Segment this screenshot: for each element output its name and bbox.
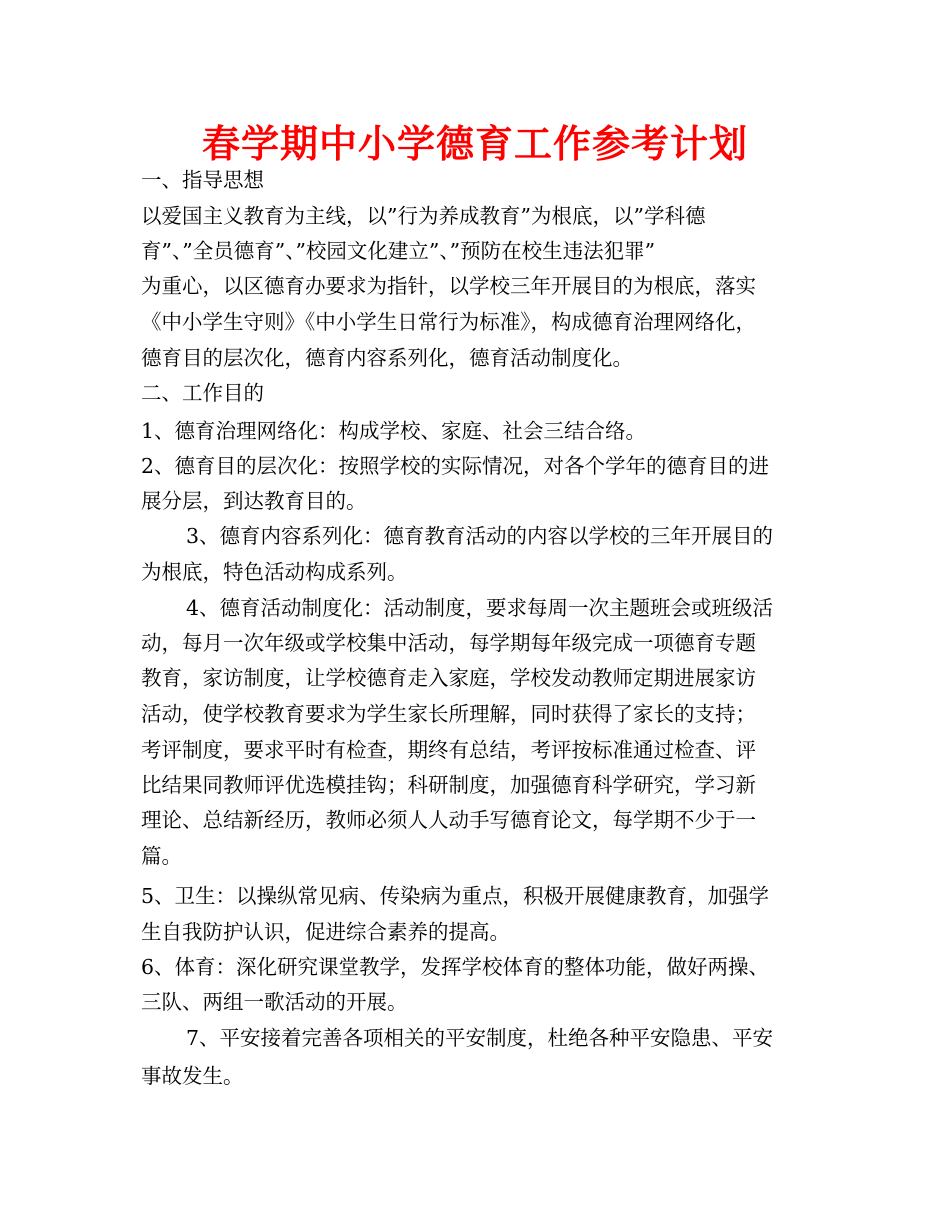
paragraph-line: 7、平安接着完善各项相关的平安制度，杜绝各种平安隐患、平安 [186,1026,774,1050]
paragraph-line: 展分层，到达教育目的。 [141,489,367,513]
section-heading-work-goals: 二、工作目的 [141,381,264,405]
paragraph-line: 考评制度，要求平时有检查，期终有总结，考评按标准通过检查、评 [141,738,756,762]
paragraph-line: 事故发生。 [141,1064,244,1088]
paragraph-line: 2、德育目的层次化：按照学校的实际情况，对各个学年的德育目的进 [141,454,770,478]
paragraph-line: 动，每月一次年级或学校集中活动，每学期每年级完成一项德育专题 [141,631,756,655]
paragraph-line: 活动，使学校教育要求为学生家长所理解，同时获得了家长的支持； [141,702,756,726]
paragraph-line: 《中小学生守则》《中小学生日常行为标准》，构成德育治理网络化， [141,310,756,334]
paragraph-line: 为重心，以区德育办要求为指针，以学校三年开展目的为根底，落实 [141,274,756,298]
paragraph-line: 3、德育内容系列化：德育教育活动的内容以学校的三年开展目的 [186,524,774,548]
paragraph-line: 生自我防护认识，促进综合素养的提高。 [141,920,510,944]
document-title: 春学期中小学德育工作参考计划 [201,121,748,166]
section-heading-guiding-thought: 一、指导思想 [141,168,264,192]
paragraph-line: 三队、两组一歌活动的开展。 [141,990,408,1014]
paragraph-line: 德育目的层次化，德育内容系列化，德育活动制度化。 [141,346,633,370]
paragraph-line: 1、德育治理网络化：构成学校、家庭、社会三结合络。 [141,419,647,443]
paragraph-line: 以爱国主义教育为主线，以”行为养成教育”为根底，以”学科德 [141,204,706,228]
paragraph-line: 育”、”全员德育”、”校园文化建立”、”预防在校生违法犯罪” [141,239,656,263]
paragraph-line: 篇。 [141,844,182,868]
paragraph-line: 5、卫生：以操纵常见病、传染病为重点，积极开展健康教育，加强学 [141,884,770,908]
paragraph-line: 为根底，特色活动构成系列。 [141,560,408,584]
paragraph-line: 教育，家访制度，让学校德育走入家庭，学校发动教师定期进展家访 [141,666,756,690]
paragraph-line: 比结果同教师评优选模挂钩；科研制度，加强德育科学研究，学习新 [141,773,756,797]
paragraph-line: 6、体育：深化研究课堂教学，发挥学校体育的整体功能，做好两操、 [141,955,770,979]
paragraph-line: 4、德育活动制度化：活动制度，要求每周一次主题班会或班级活 [186,596,774,620]
paragraph-line: 理论、总结新经历，教师必须人人动手写德育论文，每学期不少于一 [141,808,756,832]
